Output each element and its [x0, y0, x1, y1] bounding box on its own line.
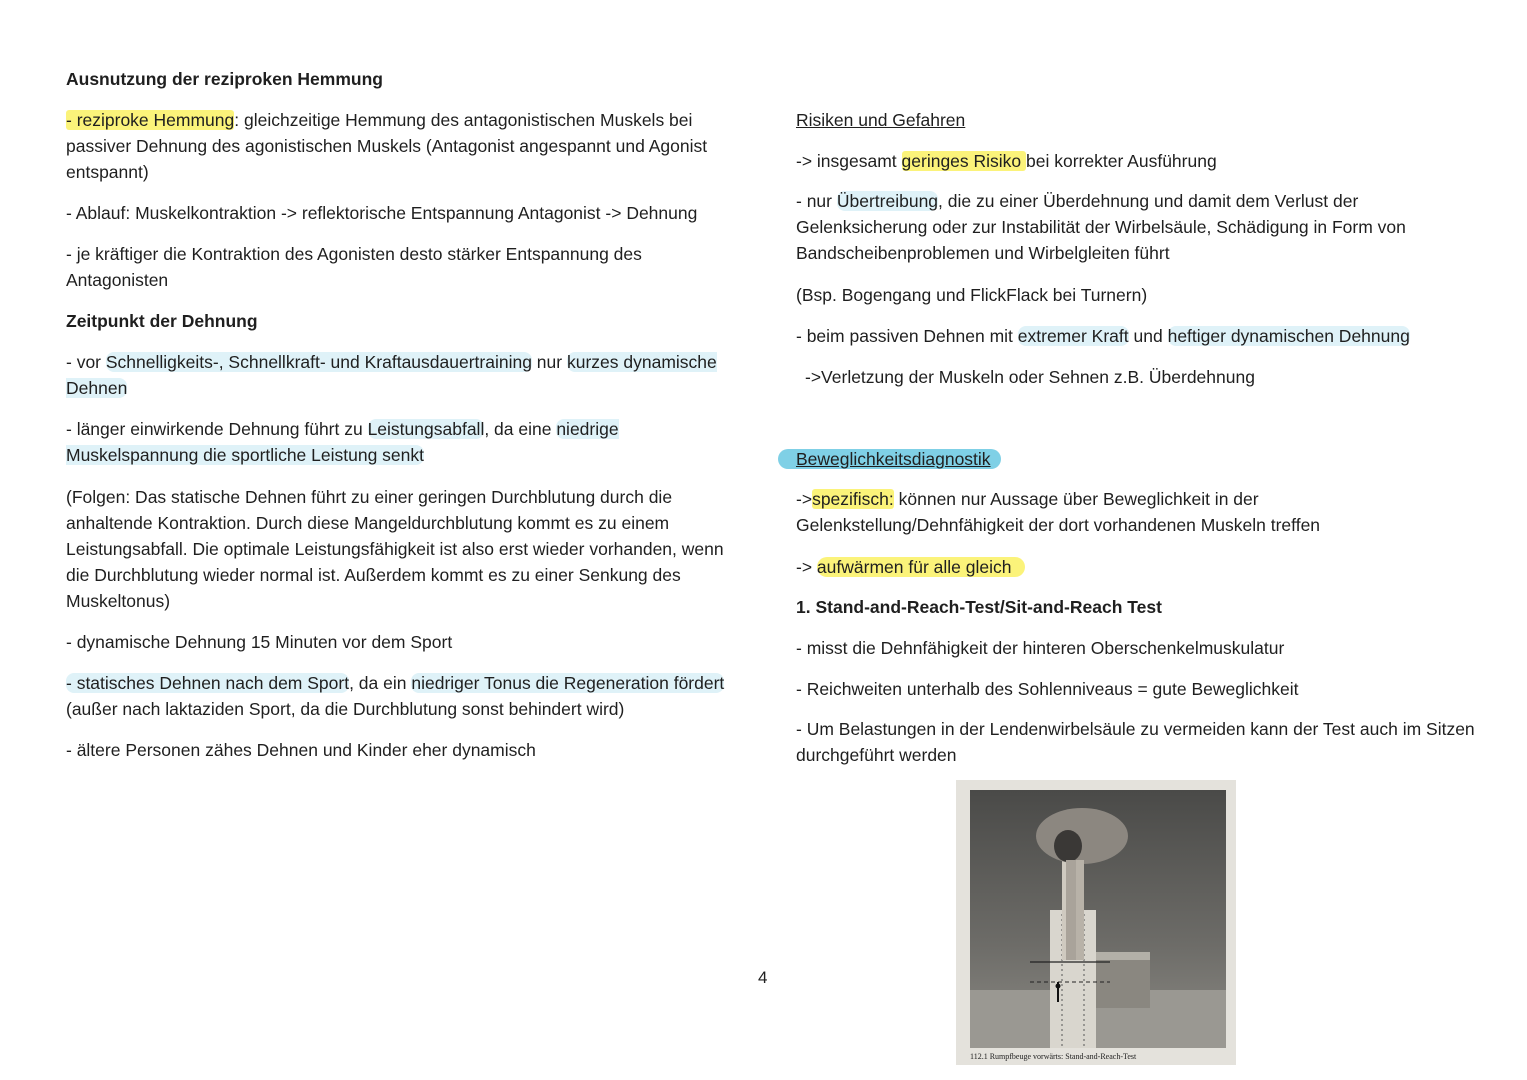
highlight-extreme-kraft: extremer Kraft — [1017, 326, 1129, 346]
stand-and-reach-photo — [970, 790, 1226, 1048]
stand-and-reach-figure — [956, 780, 1236, 1065]
highlight-spezifisch: spezifisch: — [812, 489, 894, 509]
paragraph-kontraktion: - je kräftiger die Kontraktion des Agonisten desto stärker Entspannung des Antagonisten — [66, 244, 642, 290]
highlight-niedriger-tonus: niedriger Tonus die Regeneration fördert — [411, 673, 725, 693]
heading-risiken: Risiken und Gefahren — [796, 110, 966, 130]
paragraph-aeltere-personen: - ältere Personen zähes Dehnen und Kinder eher dynamisch — [66, 740, 536, 760]
highlight-leistungsabfall: Leistungsabfall — [367, 419, 485, 439]
highlight-aufwaermen: aufwärmen für alle gleich — [817, 557, 1026, 577]
heading-stand-and-reach: 1. Stand-and-Reach-Test/Sit-and-Reach Test — [796, 597, 1162, 617]
page-number: 4 — [758, 968, 768, 987]
highlight-muskelspannung: niedrige Muskelspannung die sportliche Leistung senkt — [66, 419, 619, 465]
paragraph-geringes-risiko: -> insgesamt geringes Risiko bei korrekter Ausführung — [796, 151, 1217, 171]
paragraph-dynamische-dehnung: - dynamische Dehnung 15 Minuten vor dem Sport — [66, 632, 453, 652]
heading-beweglichkeitsdiagnostik: Beweglichkeitsdiagnostik — [796, 446, 1001, 472]
paragraph-folgen: (Folgen: Das statische Dehnen führt zu einer geringen Durchblutung durch die anhaltende Kontraktion. Durch diese Mangeldurchblutung kommt es zu einem Leistungsabfall. Die optimale Leistungsfähigkeit ist also erst wieder vorhanden, wenn die Durchblutung wieder normal ist. Außerdem kommt es zu einer Senkung des Muskeltonus) — [66, 487, 724, 611]
paragraph-laenger-dehnung: - länger einwirkende Dehnung führt zu Leistungsabfall, da eine niedrige Muskelspannung die sportliche Leistung senkt — [66, 419, 619, 465]
paragraph-misst: - misst die Dehnfähigkeit der hinteren Oberschenkelmuskulatur — [796, 638, 1285, 658]
paragraph-vor-training: - vor Schnelligkeits-, Schnellkraft- und Kraftausdauertraining nur kurzes dynamische Dehnen — [66, 352, 717, 398]
highlight-heftige-dehnung: heftiger dynamischen Dehnung — [1167, 326, 1410, 346]
highlight-reziproke-hemmung: - reziproke Hemmung — [66, 110, 235, 130]
paragraph-statisches-dehnen: - statisches Dehnen nach dem Sport, da ein niedriger Tonus die Regeneration fördert (außer nach laktaziden Sport, da die Durchblutung sonst behindert wird) — [66, 673, 725, 719]
heading-zeitpunkt: Zeitpunkt der Dehnung — [66, 311, 258, 331]
highlight-uebertreibung: Übertreibung — [836, 191, 939, 211]
heading-reziproke-hemmung: Ausnutzung der reziproken Hemmung — [66, 69, 383, 89]
paragraph-verletzung: ->Verletzung der Muskeln oder Sehnen z.B. Überdehnung — [805, 367, 1255, 387]
person-on-box-illustration — [970, 790, 1226, 1048]
paragraph-ablauf: - Ablauf: Muskelkontraktion -> reflektorische Entspannung Antagonist -> Dehnung — [66, 203, 698, 223]
paragraph-belastungen: - Um Belastungen in der Lendenwirbelsäule zu vermeiden kann der Test auch im Sitzen durchgeführt werden — [796, 719, 1475, 765]
paragraph-reziproke-hemmung: - reziproke Hemmung: gleichzeitige Hemmung des antagonistischen Muskels bei passiver Dehnung des agonistischen Muskels (Antagonist angespannt und Agonist entspannt) — [66, 110, 708, 182]
highlight-statisches-dehnen: - statisches Dehnen nach dem Sport — [66, 673, 350, 693]
highlight-geringes-risiko: geringes Risiko — [901, 151, 1027, 171]
paragraph-aufwaermen: -> aufwärmen für alle gleich — [796, 554, 1025, 580]
paragraph-beispiel: (Bsp. Bogengang und FlickFlack bei Turnern) — [796, 285, 1148, 305]
paragraph-uebertreibung: - nur Übertreibung, die zu einer Überdehnung und damit dem Verlust der Gelenksicherung oder zur Instabilität der Wirbelsäule, Schädigung in Form von Bandscheibenproblemen und Wirbelgleiten führt — [796, 191, 1406, 263]
figure-caption: 112.1 Rumpfbeuge vorwärts: Stand-and-Reach-Test — [970, 1052, 1137, 1061]
paragraph-spezifisch: ->spezifisch: können nur Aussage über Beweglichkeit in der Gelenkstellung/Dehnfähigkeit der dort vorhandenen Muskeln treffen — [796, 489, 1321, 535]
highlight-kurzes-dehnen: kurzes dynamische Dehnen — [66, 352, 717, 398]
paragraph-passives-dehnen: - beim passiven Dehnen mit extremer Kraft und heftiger dynamischen Dehnung — [796, 326, 1410, 346]
paragraph-reichweiten: - Reichweiten unterhalb des Sohlenniveaus = gute Beweglichkeit — [796, 679, 1299, 699]
highlight-training: Schnelligkeits-, Schnellkraft- und Kraftausdauertraining — [105, 352, 532, 372]
